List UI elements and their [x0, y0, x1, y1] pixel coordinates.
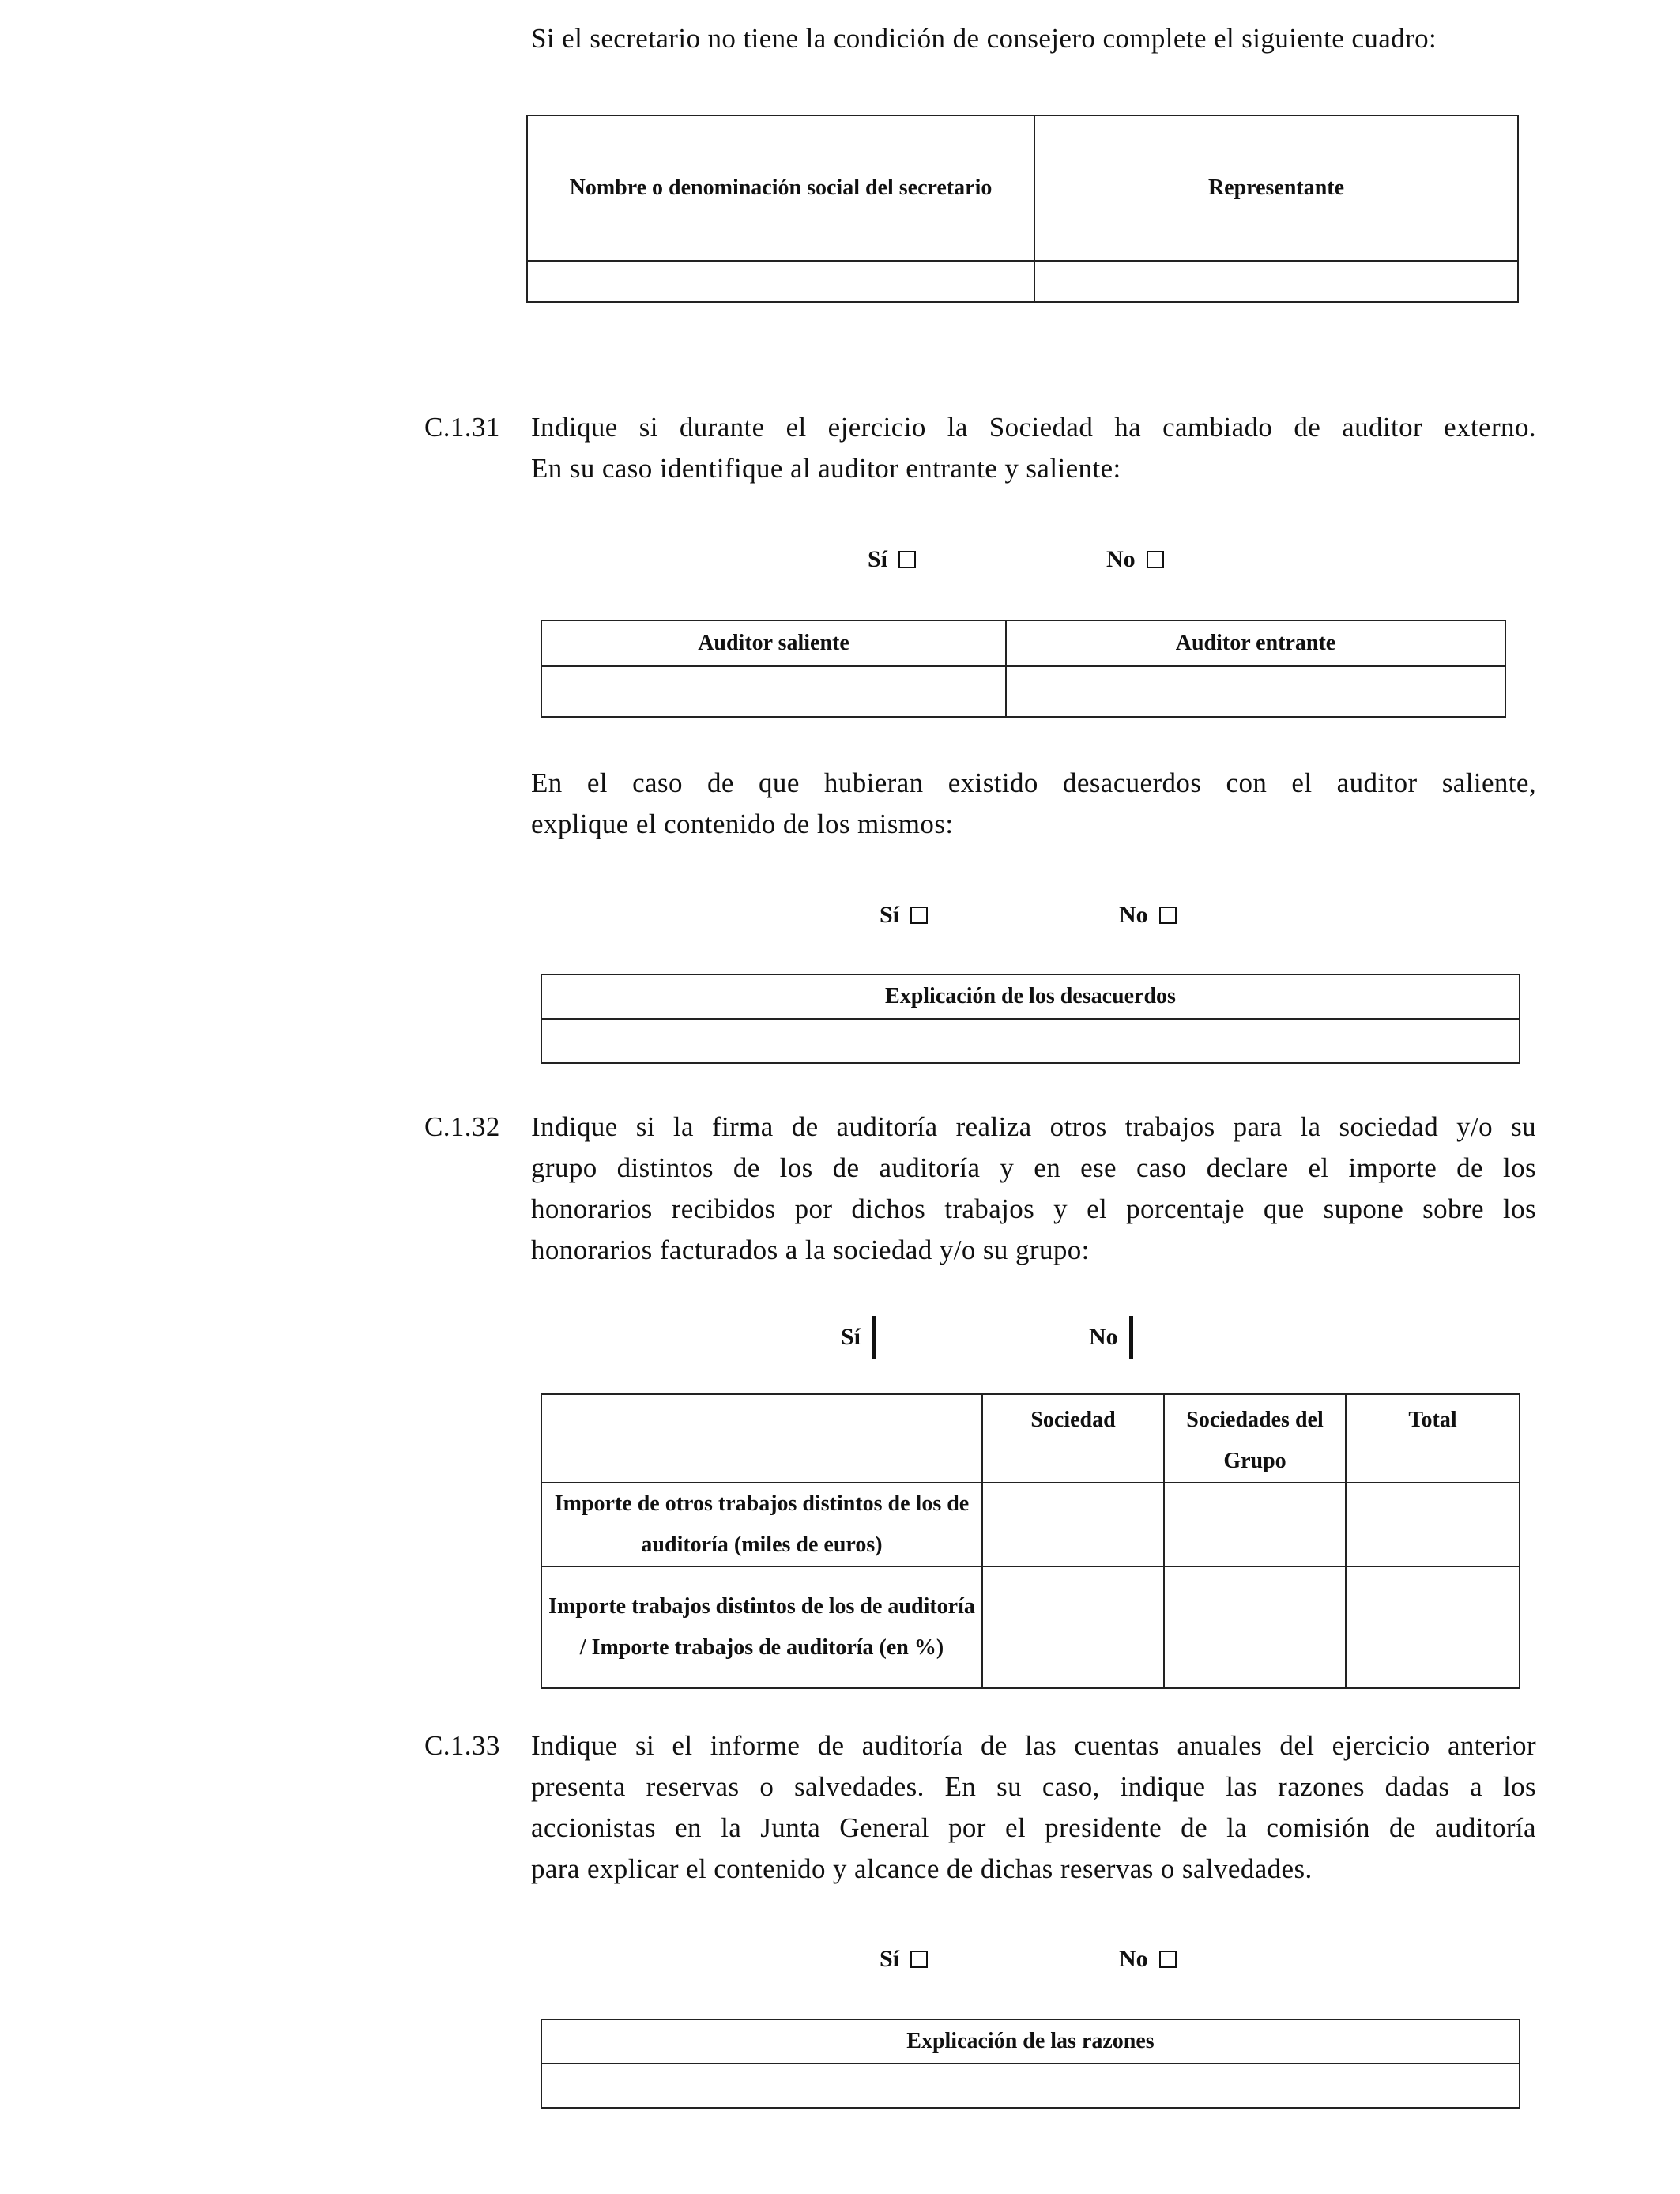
disagreement-no-label: No	[1119, 902, 1148, 928]
disagreement-yes-option[interactable]	[880, 899, 928, 931]
intro-text	[531, 18, 1536, 59]
c131-text	[531, 407, 1536, 489]
fees-header-total: Total	[1346, 1394, 1520, 1483]
c131-no-label: No	[1106, 546, 1136, 572]
c133-yes-label: Sí	[880, 1946, 900, 1972]
c131-yes-checkbox[interactable]	[898, 551, 916, 568]
disagreement-cell[interactable]	[541, 1019, 1520, 1063]
c131-yes-option[interactable]	[868, 544, 916, 575]
c132-no-option[interactable]	[1089, 1316, 1133, 1359]
c133-line-3: accionistas en la Junta General por el presidente de la comisión de auditoría	[531, 1812, 1536, 1843]
section-number-c132: C.1.32	[424, 1111, 500, 1142]
c132-line-2: grupo distintos de los de auditoría y en ese caso declare el importe de los	[531, 1152, 1536, 1183]
fees-table	[541, 1393, 1520, 1689]
c133-no-checkbox[interactable]	[1159, 1951, 1177, 1968]
outgoing-auditor-cell[interactable]	[541, 666, 1006, 717]
c133-line-4: para explicar el contenido y alcance de dichas reservas o salvedades.	[531, 1853, 1313, 1884]
c132-no-field[interactable]	[1129, 1316, 1133, 1359]
c133-line-2: presenta reservas o salvedades. En su caso, indique las razones dadas a los	[531, 1771, 1536, 1802]
fees-row-amount-label: Importe de otros trabajos distintos de los de auditoría (miles de euros)	[541, 1483, 982, 1566]
secretary-name-header: Nombre o denominación social del secretario	[527, 115, 1034, 261]
c133-text	[531, 1725, 1536, 1890]
fees-header-empty	[541, 1394, 982, 1483]
fees-header-company: Sociedad	[982, 1394, 1164, 1483]
disagreement-yes-checkbox[interactable]	[910, 907, 928, 924]
disagreement-table	[541, 974, 1520, 1064]
c132-line-3: honorarios recibidos por dichos trabajos y el porcentaje que supone sobre los	[531, 1193, 1536, 1224]
secretary-name-cell[interactable]	[527, 261, 1034, 302]
c132-yes-field[interactable]	[872, 1316, 876, 1359]
fees-row-amount-total[interactable]	[1346, 1483, 1520, 1566]
c132-text	[531, 1106, 1536, 1271]
c132-yes-label: Sí	[841, 1324, 861, 1350]
c131-line-1: Indique si durante el ejercicio la Sociedad ha cambiado de auditor externo.	[531, 412, 1536, 443]
c132-line-4: honorarios facturados a la sociedad y/o su grupo:	[531, 1235, 1090, 1265]
incoming-auditor-header: Auditor entrante	[1006, 620, 1505, 666]
c133-yes-option[interactable]	[880, 1943, 928, 1975]
c133-no-option[interactable]	[1119, 1943, 1177, 1975]
disagreement-yes-label: Sí	[880, 902, 900, 928]
disagreement-text	[531, 763, 1536, 845]
fees-row-percent-company[interactable]	[982, 1566, 1164, 1688]
fees-row-amount-company[interactable]	[982, 1483, 1164, 1566]
intro-line: Si el secretario no tiene la condición de consejero complete el siguiente cuadro:	[531, 23, 1437, 54]
disagreement-no-option[interactable]	[1119, 899, 1177, 931]
fees-row-percent-total[interactable]	[1346, 1566, 1520, 1688]
fees-header-group: Sociedades del Grupo	[1164, 1394, 1346, 1483]
secretary-table	[526, 115, 1519, 303]
fees-row-percent-group[interactable]	[1164, 1566, 1346, 1688]
outgoing-auditor-header: Auditor saliente	[541, 620, 1006, 666]
c132-no-label: No	[1089, 1324, 1118, 1350]
disagreement-line-1: En el caso de que hubieran existido desacuerdos con el auditor saliente,	[531, 767, 1536, 798]
representative-header: Representante	[1034, 115, 1518, 261]
disagreement-line-2: explique el contenido de los mismos:	[531, 809, 954, 839]
c131-no-option[interactable]	[1106, 544, 1164, 575]
section-number-c131: C.1.31	[424, 412, 500, 443]
reasons-table	[541, 2019, 1520, 2109]
fees-row-percent-label: Importe trabajos distintos de los de auditoría / Importe trabajos de auditoría (en %)	[541, 1566, 982, 1688]
c132-line-1: Indique si la firma de auditoría realiza otros trabajos para la sociedad y/o su	[531, 1111, 1536, 1142]
auditor-table	[541, 620, 1506, 718]
c131-line-2: En su caso identifique al auditor entrante y saliente:	[531, 453, 1121, 484]
incoming-auditor-cell[interactable]	[1006, 666, 1505, 717]
disagreement-no-checkbox[interactable]	[1159, 907, 1177, 924]
fees-row-amount-group[interactable]	[1164, 1483, 1346, 1566]
section-number-c133: C.1.33	[424, 1730, 500, 1761]
reasons-header: Explicación de las razones	[541, 2019, 1520, 2064]
c133-line-1: Indique si el informe de auditoría de las cuentas anuales del ejercicio anterior	[531, 1730, 1536, 1761]
disagreement-header: Explicación de los desacuerdos	[541, 974, 1520, 1019]
c132-yes-option[interactable]	[841, 1316, 876, 1359]
c131-yes-label: Sí	[868, 546, 888, 572]
c131-no-checkbox[interactable]	[1147, 551, 1164, 568]
reasons-cell[interactable]	[541, 2064, 1520, 2108]
c133-no-label: No	[1119, 1946, 1148, 1972]
representative-cell[interactable]	[1034, 261, 1518, 302]
c133-yes-checkbox[interactable]	[910, 1951, 928, 1968]
